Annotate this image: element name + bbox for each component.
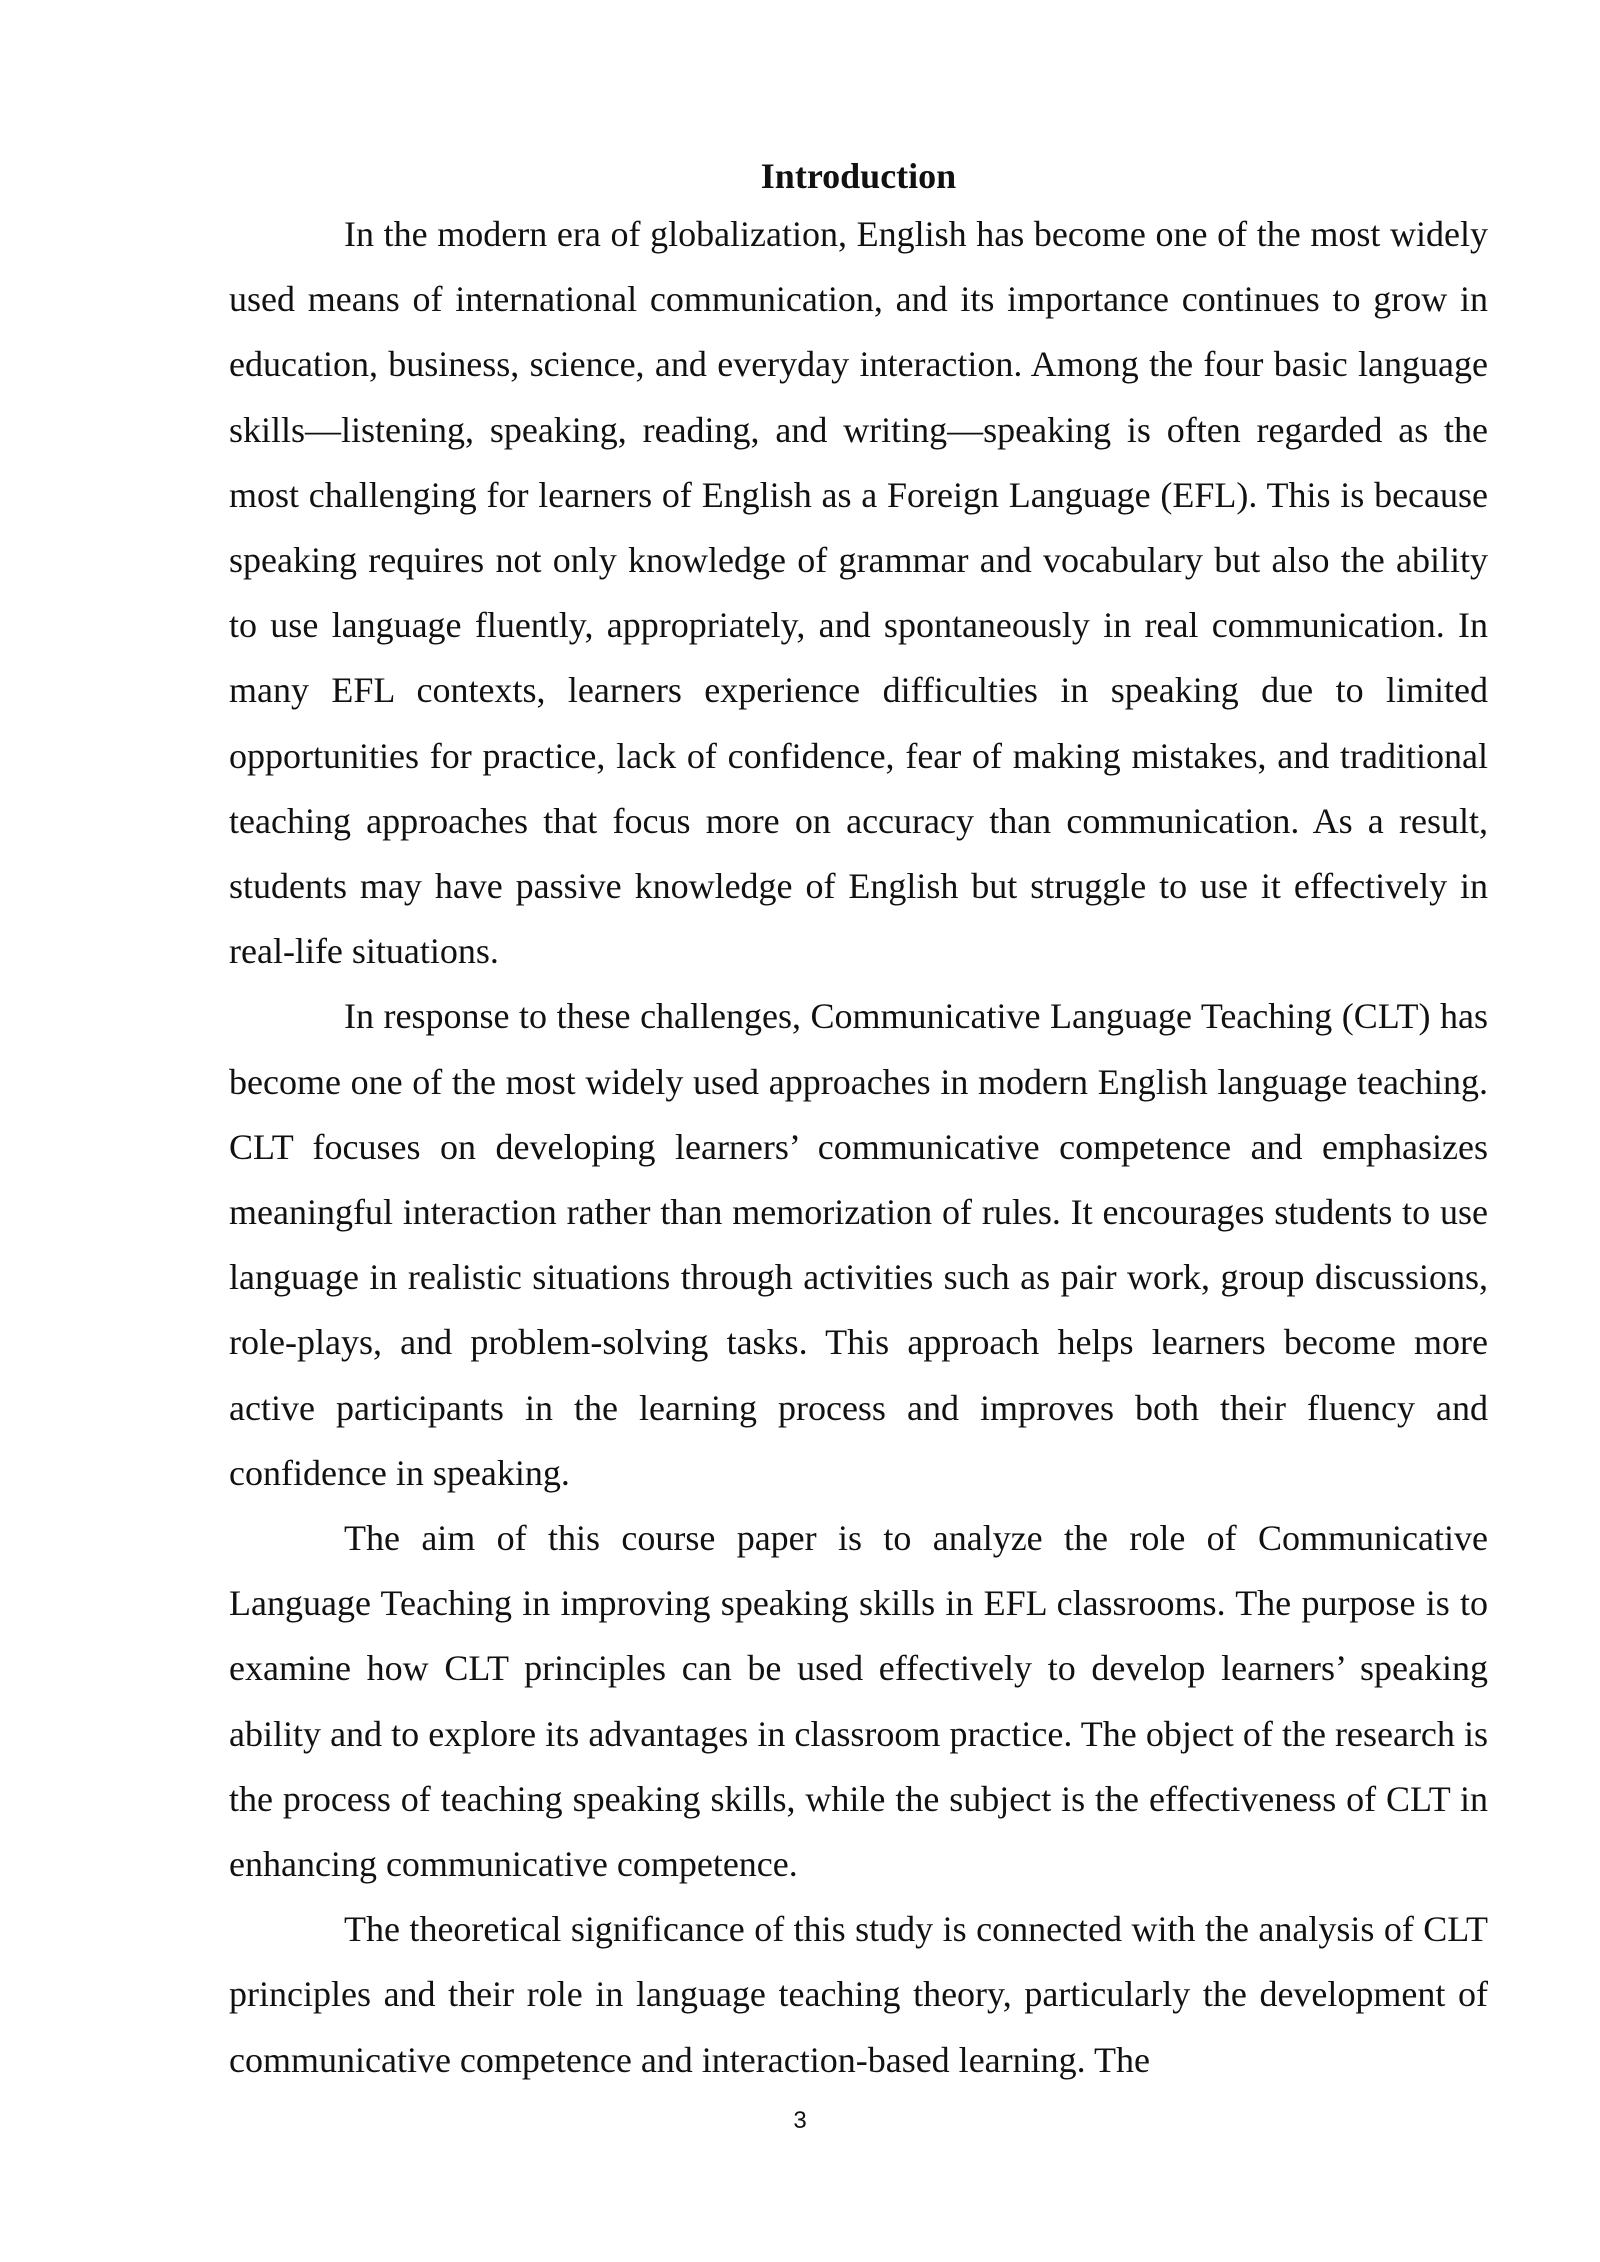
paragraph: In response to these challenges, Communicative Language Teaching (CLT) has become one of the most widely used approaches in modern English language teaching. CLT focuses on developing learners’ communicative competence and emphasizes meaningful interaction rather than memorization of rules. It encourages students to use language in realistic situations through activities such as pair work, group discussions, role-plays, and problem-solving tasks. This approach helps learners become more active participants in the learning process and improves both their fluency and confidence in speaking. (229, 996, 1488, 1493)
paragraph: The theoretical significance of this study is connected with the analysis of CLT principles and their role in language teaching theory, particularly the development of communicative competence and interaction-based learning. The (229, 1909, 1488, 2080)
page-number: 3 (793, 2107, 807, 2134)
paragraph: The aim of this course paper is to analyze the role of Communicative Language Teaching in improving speaking skills in EFL classrooms. The purpose is to examine how CLT principles can be used effectively to develop learners’ speaking ability and to explore its advantages in classroom practice. The object of the research is the process of teaching speaking skills, while the subject is the effectiveness of CLT in enhancing communicative competence. (229, 1518, 1488, 1885)
paragraph: In the modern era of globalization, English has become one of the most widely used means of international communication, and its importance continues to grow in education, business, science, and everyday interaction. Among the four basic language skills—listening, speaking, reading, and writing—speaking is often regarded as the most challenging for learners of English as a Foreign Language (EFL). This is because speaking requires not only knowledge of grammar and vocabulary but also the ability to use language fluently, appropriately, and spontaneously in real communication. In many EFL contexts, learners experience difficulties in speaking due to limited opportunities for practice, lack of confidence, fear of making mistakes, and traditional teaching approaches that focus more on accuracy than communication. As a result, students may have passive knowledge of English but struggle to use it effectively in real-life situations. (229, 214, 1488, 972)
page-body (229, 150, 1488, 2093)
section-heading: Introduction (760, 156, 957, 196)
